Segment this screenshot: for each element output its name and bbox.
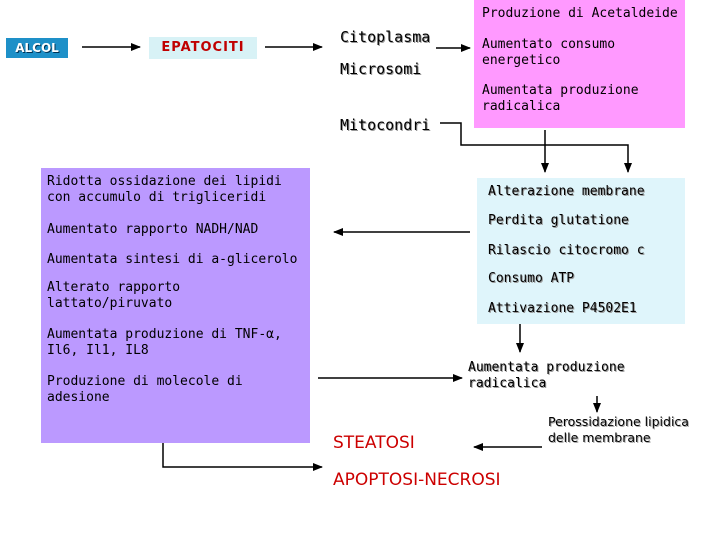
purple-item-ossidazione: Ridotta ossidazione dei lipidi con accumulo di trigliceridi (47, 174, 282, 205)
perossidazione-label: Perossidazione lipidica delle membrane (548, 414, 689, 445)
purple-item-nadh: Aumentato rapporto NADH/NAD (47, 222, 259, 237)
acetaldeide-item-consumo: Aumentato consumo energetico (482, 37, 616, 68)
blue-item-alterazione: Alterazione membrane (488, 184, 645, 199)
microsomi-label: Microsomi (340, 60, 422, 78)
mitocondri-label: Mitocondri (340, 116, 431, 134)
blue-item-p450: Attivazione P4502E1 (488, 301, 637, 316)
epatociti-node: EPATOCITI (149, 37, 257, 59)
blue-item-citocromo: Rilascio citocromo c (488, 243, 645, 258)
arrow-mitocondri-blue (440, 123, 628, 172)
radicalica-label: Aumentata produzione radicalica (468, 360, 625, 391)
steatosi-label: STEATOSI (333, 433, 415, 453)
purple-item-glicerolo: Aumentata sintesi di a-glicerolo (47, 252, 298, 267)
purple-item-tnf: Aumentata produzione di TNF-α, Il6, Il1, IL8 (47, 327, 282, 358)
apoptosi-necrosi-label: APOPTOSI-NECROSI (333, 470, 501, 490)
acetaldeide-item-radicalica: Aumentata produzione radicalica (482, 83, 639, 114)
alcol-node: ALCOL (6, 38, 68, 58)
citoplasma-label: Citoplasma (340, 28, 431, 46)
arrow-purple-apoptosi (163, 443, 322, 467)
blue-item-atp: Consumo ATP (488, 271, 575, 286)
acetaldeide-title: Produzione di Acetaldeide (482, 6, 678, 21)
blue-item-glutatione: Perdita glutatione (488, 213, 629, 228)
purple-item-adesione: Produzione di molecole di adesione (47, 374, 243, 405)
purple-item-lattato: Alterato rapporto lattato/piruvato (47, 280, 181, 311)
